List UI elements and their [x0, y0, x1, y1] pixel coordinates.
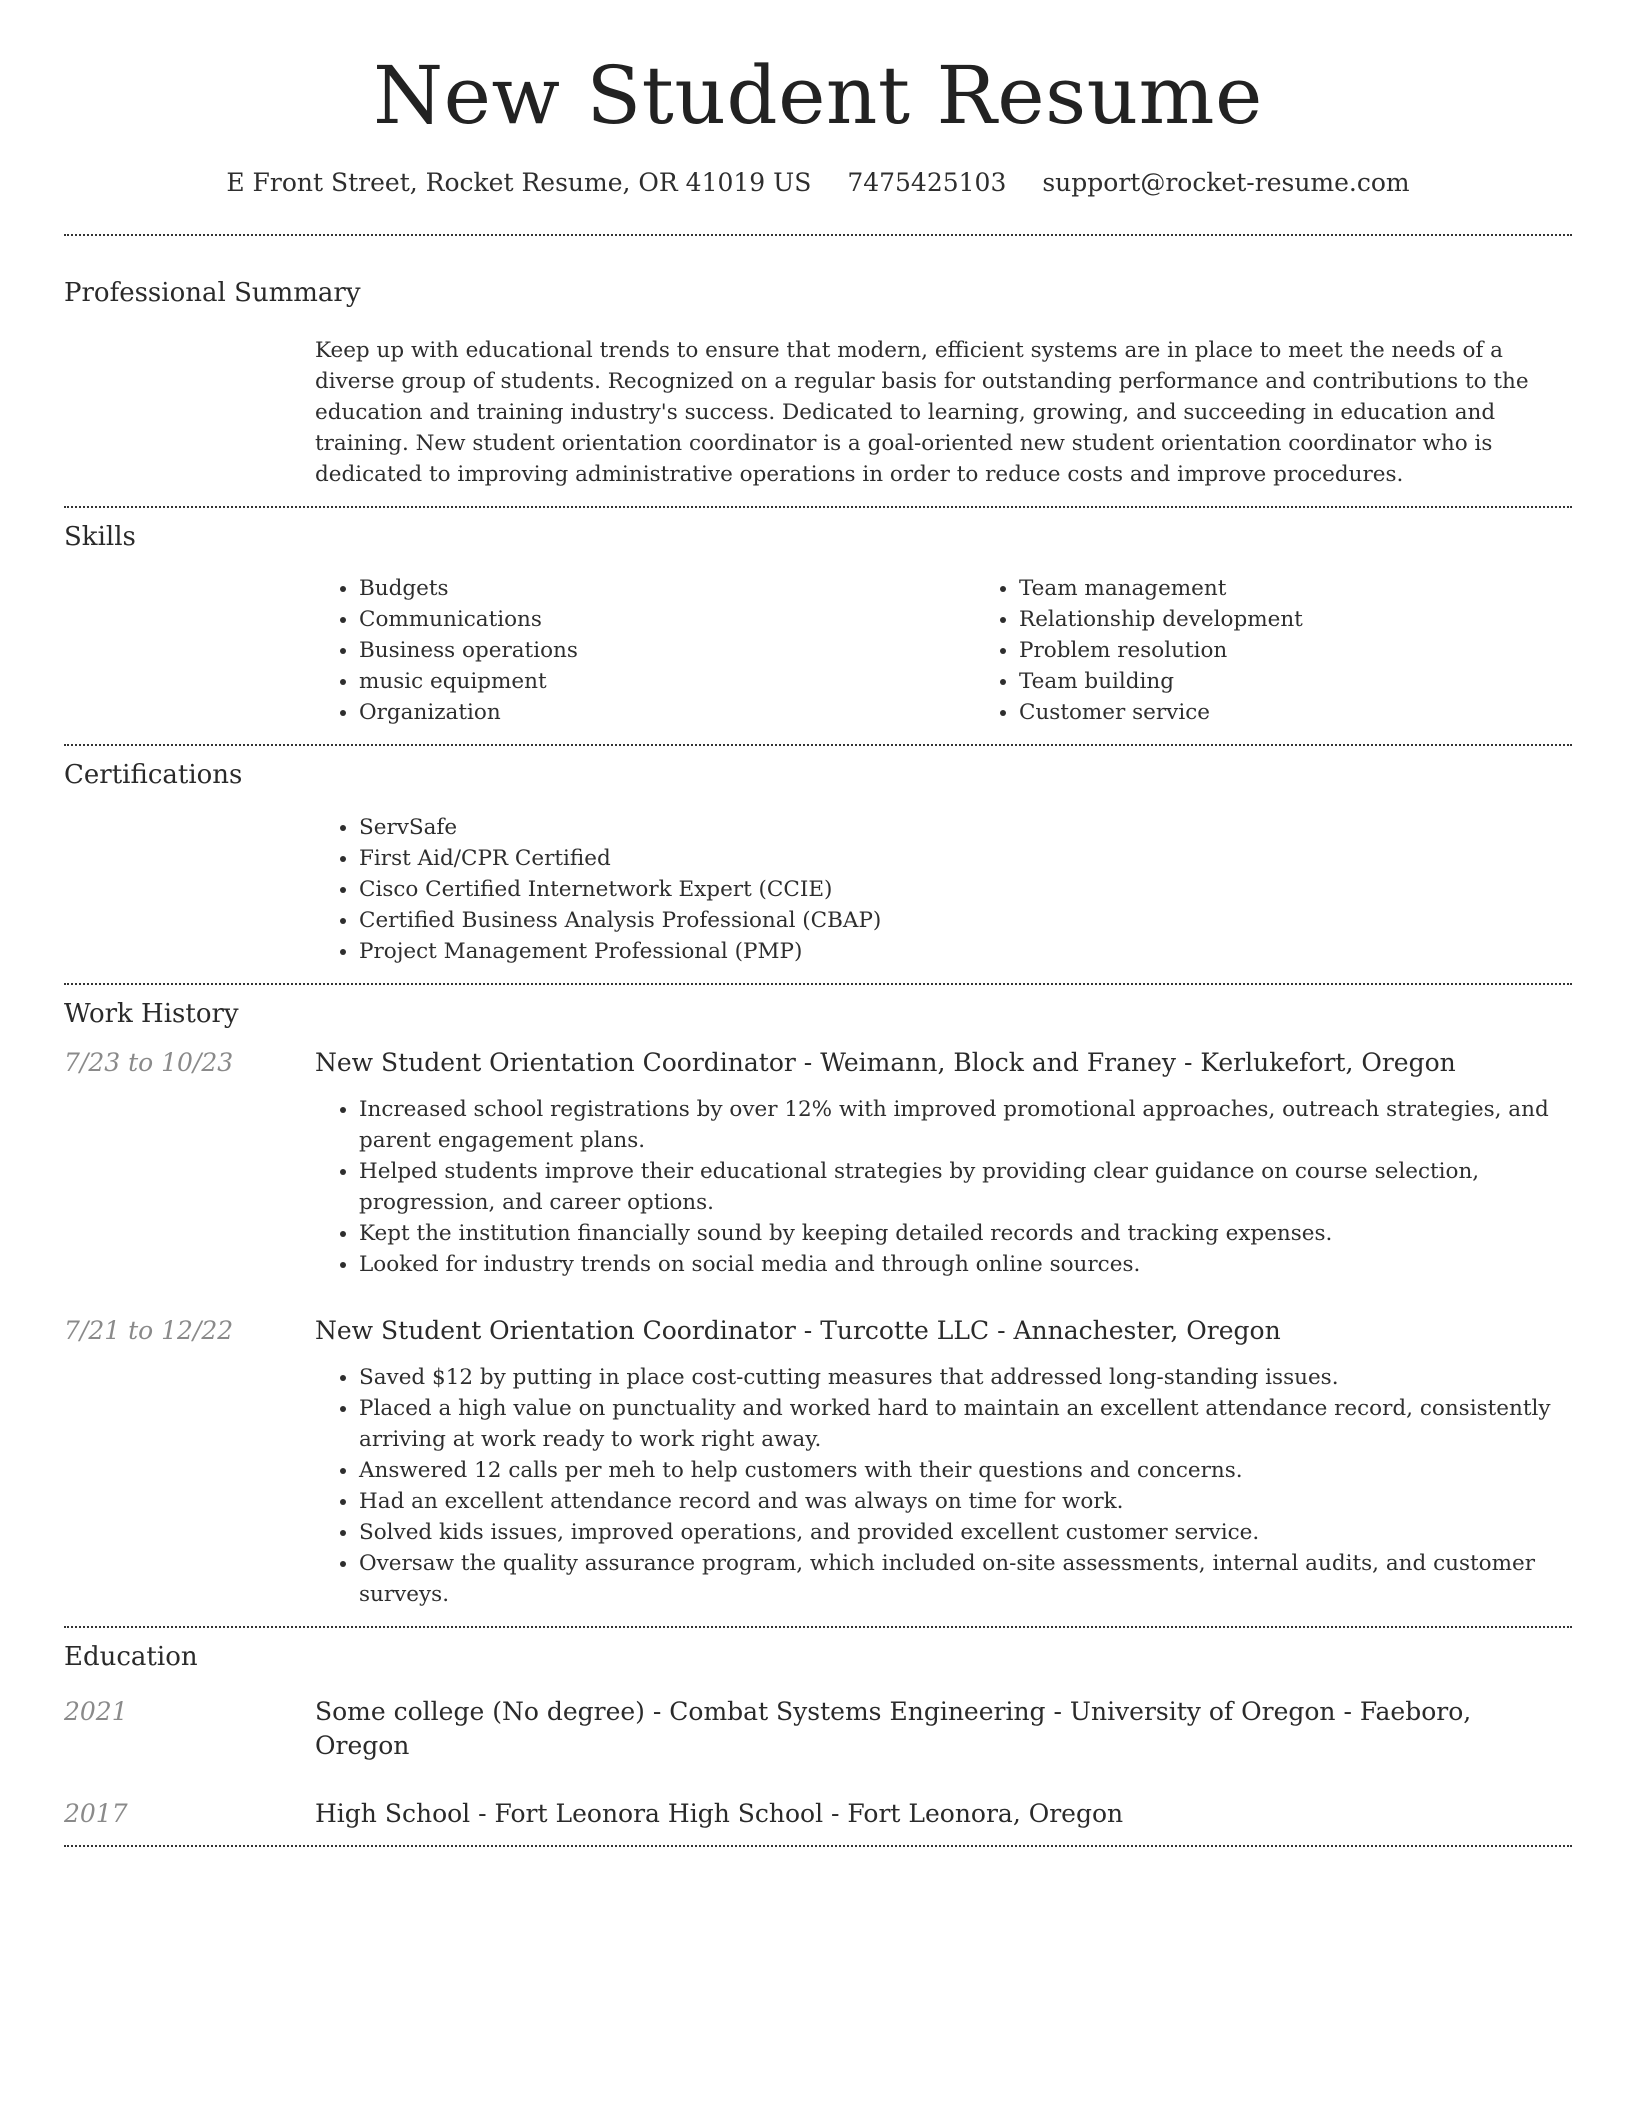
certification-item: • Project Management Professional (PMP) [359, 936, 1572, 967]
education-section [64, 1642, 1572, 1845]
summary-text: Keep up with educational trends to ensure that modern, efficient systems are in place to meet the needs of a diverse group of students. Recognized on a regular basis for outstanding performance and contributions to the education and training industry's success. Dedicated to learning, growing, and succeeding in education and training. New student orientation coordinator is a goal-oriented new student orientation coordinator who is dedicated to improving administrative operations in order to reduce costs and improve procedures. [315, 338, 1529, 488]
contact-email: support@rocket-resume.com [1042, 168, 1410, 197]
education-year: 2017 [64, 1798, 128, 1828]
education-entry [64, 1797, 1572, 1831]
job-bullet: • Increased school registrations by over 12% with improved promotional approaches, outreach strategies, and parent engagement plans. [359, 1094, 1572, 1156]
job-bullet: • Answered 12 calls per meh to help customers with their questions and concerns. [359, 1455, 1572, 1486]
job-bullet: • Oversaw the quality assurance program, which included on-site assessments, internal audits, and customer surveys. [359, 1548, 1572, 1610]
certification-item: • Certified Business Analysis Professional (CBAP) [359, 905, 1572, 936]
education-heading: Education [64, 1641, 198, 1672]
skill-item: • Budgets [359, 573, 975, 604]
skill-item: • Customer service [1019, 697, 1632, 728]
education-year: 2021 [64, 1696, 128, 1726]
certifications-list [315, 812, 1572, 967]
skill-item: • Team building [1019, 666, 1632, 697]
divider [64, 506, 1572, 508]
job-bullet: • Saved $12 by putting in place cost-cutting measures that addressed long-standing issues. [359, 1362, 1572, 1393]
contact-line [64, 168, 1572, 198]
skills-column-left [315, 573, 975, 728]
job-dates: 7/23 to 10/23 [64, 1047, 234, 1077]
education-entry [64, 1695, 1572, 1763]
work-history-heading: Work History [64, 998, 239, 1029]
contact-address: E Front Street, Rocket Resume, OR 41019 US [226, 168, 812, 197]
certifications-section [64, 760, 1572, 966]
summary-heading: Professional Summary [64, 278, 361, 308]
resume-page [64, 0, 1572, 1847]
job-bullet: • Had an excellent attendance record and was always on time for work. [359, 1486, 1572, 1517]
job-bullet: • Solved kids issues, improved operations, and provided excellent customer service. [359, 1517, 1572, 1548]
skills-column-right [975, 573, 1632, 728]
skill-item: • Communications [359, 604, 975, 635]
certification-item: • ServSafe [359, 812, 1572, 843]
skills-section [64, 522, 1572, 728]
divider [64, 1626, 1572, 1628]
skill-item: • Relationship development [1019, 604, 1632, 635]
job-bullet: • Looked for industry trends on social media and through online sources. [359, 1249, 1572, 1280]
divider [64, 983, 1572, 985]
skills-heading: Skills [64, 522, 136, 553]
job-title: New Student Orientation Coordinator - Turcotte LLC - Annachester, Oregon [315, 1315, 1281, 1345]
divider [64, 234, 1572, 236]
work-history-section [64, 999, 1572, 1626]
skill-item: • Business operations [359, 635, 975, 666]
job-bullet: • Kept the institution financially sound by keeping detailed records and tracking expenses. [359, 1218, 1572, 1249]
skill-item: • music equipment [359, 666, 975, 697]
certifications-heading: Certifications [64, 760, 243, 791]
job-bullets [315, 1362, 1572, 1610]
job-bullet: • Placed a high value on punctuality and worked hard to maintain an excellent attendance record, consistently arriving at work ready to work right away. [359, 1393, 1572, 1455]
certification-item: • Cisco Certified Internetwork Expert (CCIE) [359, 874, 1572, 905]
divider [64, 1845, 1572, 1847]
divider [64, 744, 1572, 746]
summary-section [64, 278, 1572, 490]
certification-item: • First Aid/CPR Certified [359, 843, 1572, 874]
education-title: High School - Fort Leonora High School - Fort Leonora, Oregon [315, 1798, 1124, 1828]
skills-list [315, 573, 1572, 728]
job-entry [64, 1046, 1572, 1280]
skill-item: • Organization [359, 697, 975, 728]
resume-name: New Student Resume [373, 49, 1263, 142]
job-bullet: • Helped students improve their educational strategies by providing clear guidance on course selection, progression, and career options. [359, 1156, 1572, 1218]
contact-phone: 7475425103 [847, 168, 1007, 197]
education-title: Some college (No degree) - Combat Systems Engineering - University of Oregon - Faeboro, Oregon [315, 1696, 1472, 1760]
skill-item: • Team management [1019, 573, 1632, 604]
skill-item: • Problem resolution [1019, 635, 1632, 666]
job-dates: 7/21 to 12/22 [64, 1315, 234, 1345]
job-entry [64, 1314, 1572, 1610]
job-bullets [315, 1094, 1572, 1280]
job-title: New Student Orientation Coordinator - Weimann, Block and Franey - Kerlukefort, Oregon [315, 1047, 1456, 1077]
